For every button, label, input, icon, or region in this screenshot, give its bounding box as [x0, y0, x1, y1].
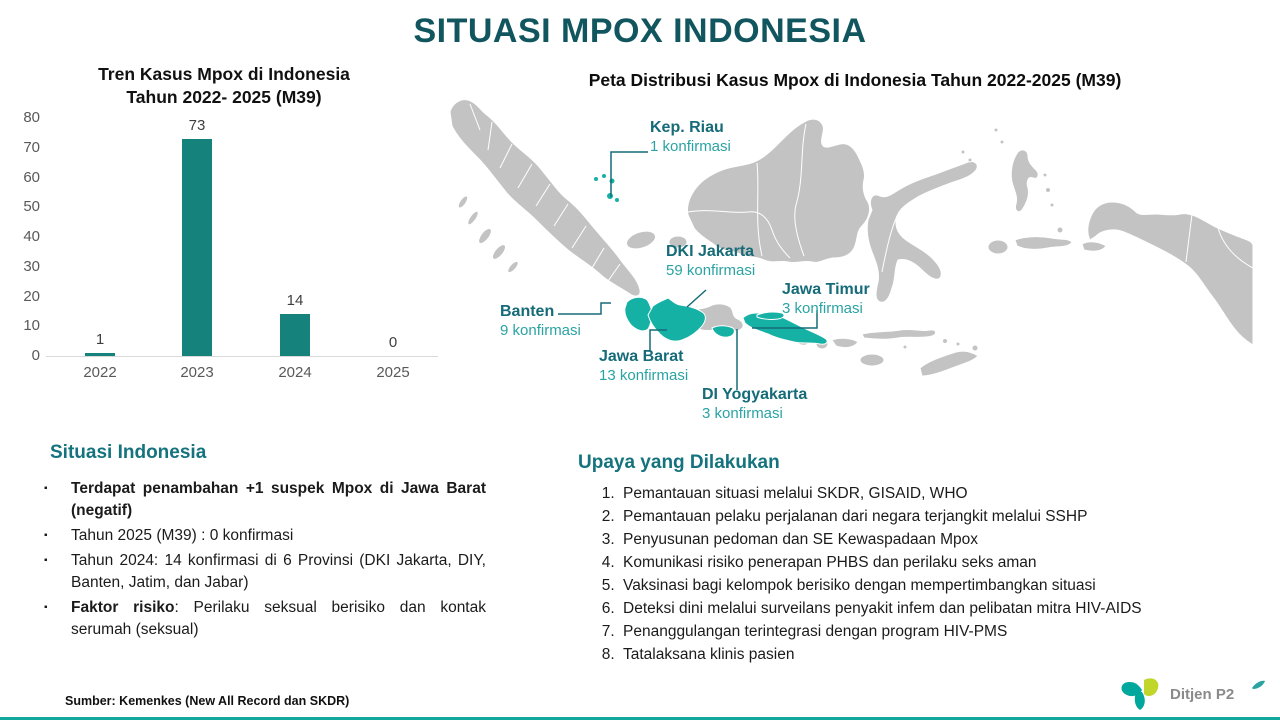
x-axis-tick: 2024: [278, 364, 312, 381]
map-label-dki-jakarta: [666, 242, 755, 280]
bar-value-label: 1: [95, 331, 105, 348]
y-axis-tick: 40: [23, 228, 40, 245]
situasi-bullet: [44, 525, 486, 547]
upaya-item: 5. Vaksinasi bagi kelompok berisiko dengan mempertimbangkan situasi: [619, 574, 1255, 597]
bar-value-label: 0: [388, 334, 398, 351]
map-label-name: Jawa Barat: [599, 348, 684, 365]
map-label-name: Kep. Riau: [650, 119, 724, 136]
situasi-bullet-rest: Tahun 2024: 14 konfirmasi di 6 Provinsi (DKI Jakarta, DIY, Banten, Jatim, dan Jabar): [71, 552, 486, 591]
bullet-marker: ▪: [44, 602, 48, 613]
island-timor: [920, 351, 978, 376]
page-title: SITUASI MPOX INDONESIA: [413, 12, 867, 50]
upaya-item: 3. Penyusunan pedoman dan SE Kewaspadaan Mpox: [619, 528, 1255, 551]
island-halmahera: [1011, 150, 1038, 212]
bullet-marker: ▪: [44, 483, 48, 494]
map-label-name: DKI Jakarta: [666, 243, 755, 260]
situasi-bullet-bold: Faktor risiko: [71, 599, 175, 616]
province-kep-riau: [594, 174, 619, 202]
bullet-marker: ▪: [44, 555, 48, 566]
island-sumbawa: [832, 338, 858, 347]
ditjen-p2-logo-icon: [1115, 672, 1165, 714]
situasi-bullet-rest: Tahun 2025 (M39) : 0 konfirmasi: [71, 527, 294, 544]
map-label-count: 13 konfirmasi: [599, 367, 689, 384]
situasi-bullet-rest: : Perilaku seksual berisiko dan kontak serumah (seksual): [71, 599, 486, 638]
situasi-heading: Situasi Indonesia: [50, 442, 207, 463]
upaya-numbered-list: [583, 482, 1255, 666]
x-axis-tick: 2025: [376, 364, 410, 381]
map-label-jawa-timur: [782, 280, 870, 318]
upaya-item: 1. Pemantauan situasi melalui SKDR, GISAID, WHO: [619, 482, 1255, 505]
map-label-banten: [500, 302, 581, 340]
bar-2022: [85, 353, 115, 356]
upaya-item: 6. Deteksi dini melalui surveilans penyakit infem dan pelibatan mitra HIV-AIDS: [619, 597, 1255, 620]
situasi-bullet-bold: Terdapat penambahan +1 suspek Mpox di Jawa Barat (negatif): [71, 480, 486, 519]
y-axis-tick: 70: [23, 138, 40, 156]
island-sumba: [860, 354, 884, 366]
y-axis-tick: 60: [23, 168, 40, 186]
corner-decoration: [1248, 676, 1266, 694]
chart-title-line2: Tahun 2022- 2025 (M39): [126, 87, 322, 107]
map-label-kep-riau: [650, 118, 731, 156]
map-label-count: 3 konfirmasi: [702, 405, 783, 422]
indonesia-map: [440, 88, 1262, 400]
situasi-bullet-text: [71, 478, 486, 522]
island-sulawesi: [867, 161, 977, 302]
bar-value-label: 14: [286, 292, 304, 309]
island-bangka: [624, 228, 657, 252]
map-label-count: 9 konfirmasi: [500, 322, 581, 339]
y-axis-tick: 30: [23, 257, 40, 275]
bar-2024: [280, 314, 310, 356]
map-label-name: DI Yogyakarta: [702, 386, 808, 403]
upaya-heading: Upaya yang Dilakukan: [578, 452, 780, 473]
situasi-bullet-text: [71, 597, 486, 641]
map-label-name: Banten: [500, 303, 555, 320]
island-madura: [757, 312, 784, 319]
y-axis-tick: 0: [31, 347, 40, 364]
situasi-bullet: [44, 597, 486, 641]
upaya-item: 2. Pemantauan pelaku perjalanan dari negara terjangkit melalui SSHP: [619, 505, 1255, 528]
ditjen-p2-logo-text: Ditjen P2: [1170, 686, 1235, 703]
situasi-bullet: [44, 550, 486, 594]
chart-title: [30, 63, 418, 109]
situasi-bullet-list: [44, 478, 486, 644]
y-axis-tick: 50: [23, 198, 40, 216]
situasi-bullet-text: [71, 525, 486, 547]
island-flores: [862, 329, 936, 339]
bar-value-label: 73: [188, 117, 206, 134]
x-axis-tick: 2022: [83, 364, 117, 381]
y-axis-tick: 80: [23, 109, 40, 126]
bullet-marker: ▪: [44, 530, 48, 541]
map-label-jawa-barat: [599, 347, 688, 385]
x-axis-tick: 2023: [180, 364, 214, 381]
province-di-yogyakarta: [712, 326, 734, 337]
map-title: Peta Distribusi Kasus Mpox di Indonesia Tahun 2022-2025 (M39): [588, 70, 1122, 90]
map-label-count: 1 konfirmasi: [650, 138, 731, 155]
source-note: Sumber: Kemenkes (New All Record dan SKDR): [65, 694, 350, 708]
upaya-item: 4. Komunikasi risiko penerapan PHBS dan perilaku seks aman: [619, 551, 1255, 574]
bar-2023: [182, 139, 212, 356]
island-bomberai: [1082, 242, 1106, 251]
chart-title-line1: Tren Kasus Mpox di Indonesia: [98, 64, 350, 84]
island-seram: [1015, 237, 1072, 250]
bar-chart: [8, 110, 444, 400]
island-papua: [1088, 202, 1253, 345]
map-label-count: 59 konfirmasi: [666, 262, 756, 279]
province-jawa-barat: [648, 298, 705, 341]
situasi-bullet: [44, 478, 486, 522]
y-axis-tick: 10: [23, 317, 40, 335]
island-buru: [988, 240, 1008, 254]
map-label-count: 3 konfirmasi: [782, 300, 863, 317]
upaya-item: 7. Penanggulangan terintegrasi dengan program HIV-PMS: [619, 620, 1255, 643]
situasi-bullet-text: [71, 550, 486, 594]
x-axis-line: [46, 356, 438, 357]
upaya-item: 8. Tatalaksana klinis pasien: [619, 643, 1255, 666]
map-label-name: Jawa Timur: [782, 281, 870, 298]
map-label-di-yogyakarta: [702, 385, 807, 423]
y-axis-tick: 20: [23, 287, 40, 305]
